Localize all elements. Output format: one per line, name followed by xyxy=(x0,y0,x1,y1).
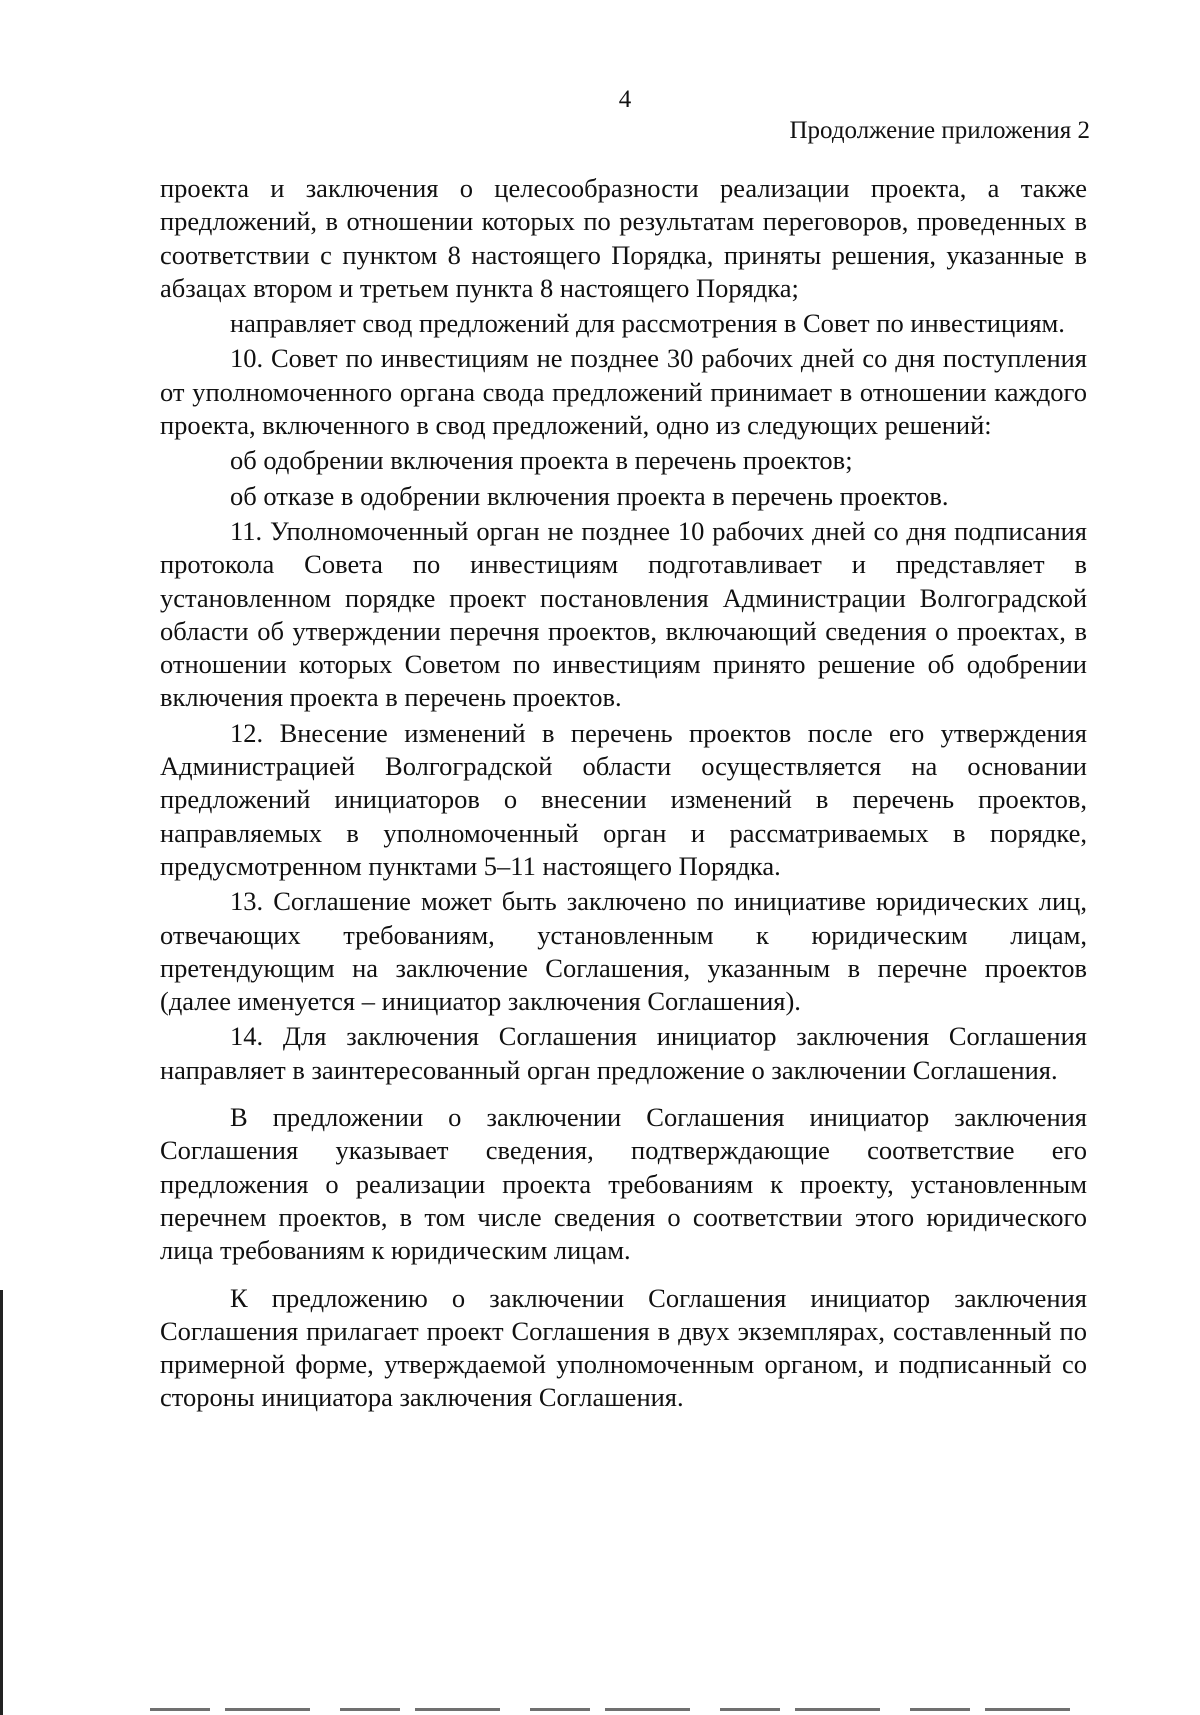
paragraph-decision-approve: об одобрении включения проекта в перечень проектов; xyxy=(230,445,853,476)
paragraph-decision-refuse: об отказе в одобрении включения проекта в перечень проектов. xyxy=(230,480,949,511)
paragraph-item-12: 12. Внесение изменений в перечень проектов после его утверждения Администрацией Волгоградской области осуществляется на основании предложений инициаторов о внесении изменений в перечень проектов, направляемых в уполномоченный орган и рассматриваемых в порядке, предусмотренном пунктами 5–11 настоящего Порядка. xyxy=(160,717,1087,881)
appendix-continuation-note: Продолжение приложения 2 xyxy=(789,117,1090,144)
paragraph-item-10: 10. Совет по инвестициям не позднее 30 рабочих дней со дня поступления от уполномоченного органа свода предложений принимает в отношении каждого проекта, включенного в свод предложений, одно из следующих решений: xyxy=(160,343,1087,441)
paragraph-sends-summary: направляет свод предложений для рассмотрения в Совет по инвестициям. xyxy=(230,308,1065,339)
page-number: 4 xyxy=(618,86,632,113)
paragraph-item-11: 11. Уполномоченный орган не позднее 10 рабочих дней со дня подписания протокола Совета по инвестициям подготавливает и представляет в установленном порядке проект постановления Администрации Волгоградской области об утверждении перечня проектов, включающий сведения о проектах, в отношении которых Советом по инвестициям принято решение об одобрении включения проекта в перечень проектов. xyxy=(160,515,1087,713)
paragraph-continued: проекта и заключения о целесообразности реализации проекта, а также предложений, в отношении которых по результатам переговоров, проведенных в соответствии с пунктом 8 настоящего Порядка, приняты решения, указанные в абзацах втором и третьем пункта 8 настоящего Порядка; xyxy=(160,173,1087,303)
paragraph-proposal-content: В предложении о заключении Соглашения инициатор заключения Соглашения указывает сведения, подтверждающие соответствие его предложения о реализации проекта требованиям к проекту, установленным перечнем проектов, в том числе сведения о соответствии этого юридического лица требованиям к юридическим лицам. xyxy=(160,1102,1087,1266)
paragraph-item-14: 14. Для заключения Соглашения инициатор заключения Соглашения направляет в заинтересованный орган предложение о заключении Соглашения. xyxy=(160,1021,1087,1085)
paragraph-item-13: 13. Соглашение может быть заключено по инициативе юридических лиц, отвечающих требованиям, установленным к юридическим лицам, претендующим на заключение Соглашения, указанным в перечне проектов (далее именуется – инициатор заключения Соглашения). xyxy=(160,886,1087,1017)
scan-edge-left xyxy=(0,1290,3,1715)
paragraph-proposal-attachment: К предложению о заключении Соглашения инициатор заключения Соглашения прилагает проект Соглашения в двух экземплярах, составленный по примерной форме, утверждаемой уполномоченным органом, и подписанный со стороны инициатора заключения Соглашения. xyxy=(160,1282,1087,1413)
document-body xyxy=(160,172,1087,1415)
scan-edge-bottom xyxy=(150,1708,1090,1711)
